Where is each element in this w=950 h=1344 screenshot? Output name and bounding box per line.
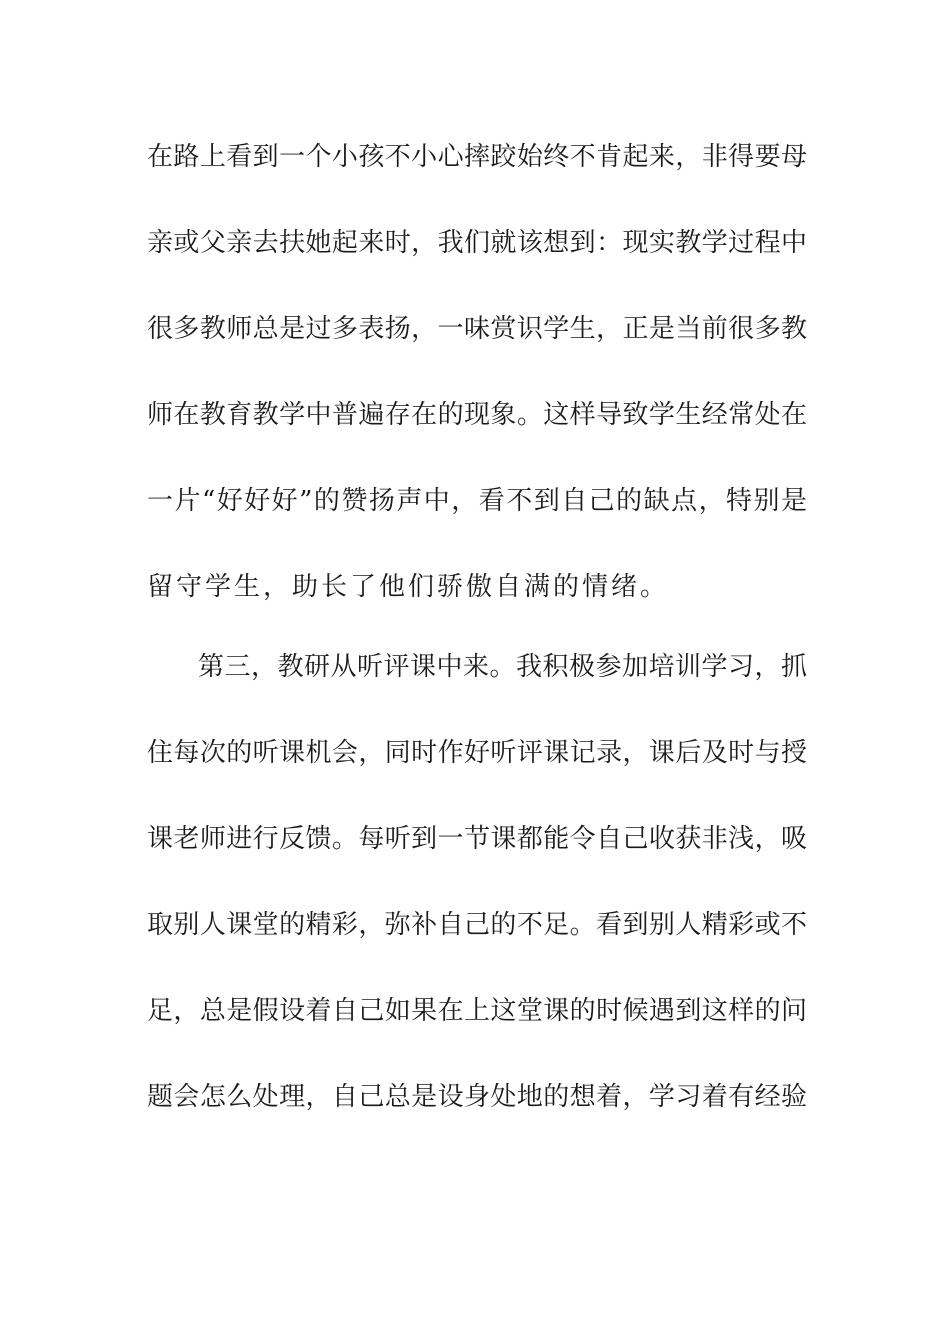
text-line: 在路上看到一个小孩不小心摔跤始终不肯起来，非得要母 bbox=[147, 142, 807, 172]
paragraph-start-line: 第三，教研从听评课中来。我积极参加培训学习，抓 bbox=[198, 652, 807, 682]
text-line: 住每次的听课机会，同时作好听评课记录，课后及时与授 bbox=[147, 738, 807, 768]
text-line: 亲或父亲去扶她起来时，我们就该想到：现实教学过程中 bbox=[147, 228, 807, 258]
text-line: 留守学生，助长了他们骄傲自满的情绪。 bbox=[147, 572, 670, 602]
text-line: 很多教师总是过多表扬，一味赏识学生，正是当前很多教 bbox=[147, 314, 807, 344]
text-line: 题会怎么处理，自己总是设身处地的想着，学习着有经验 bbox=[147, 1082, 807, 1112]
text-line: 足，总是假设着自己如果在上这堂课的时候遇到这样的问 bbox=[147, 996, 807, 1026]
text-line: 一片“好好好”的赞扬声中，看不到自己的缺点，特别是 bbox=[147, 486, 807, 516]
text-line: 课老师进行反馈。每听到一节课都能令自己收获非浅，吸 bbox=[147, 824, 807, 854]
text-line: 师在教育教学中普遍存在的现象。这样导致学生经常处在 bbox=[147, 400, 807, 430]
text-line: 取别人课堂的精彩，弥补自己的不足。看到别人精彩或不 bbox=[147, 910, 807, 940]
